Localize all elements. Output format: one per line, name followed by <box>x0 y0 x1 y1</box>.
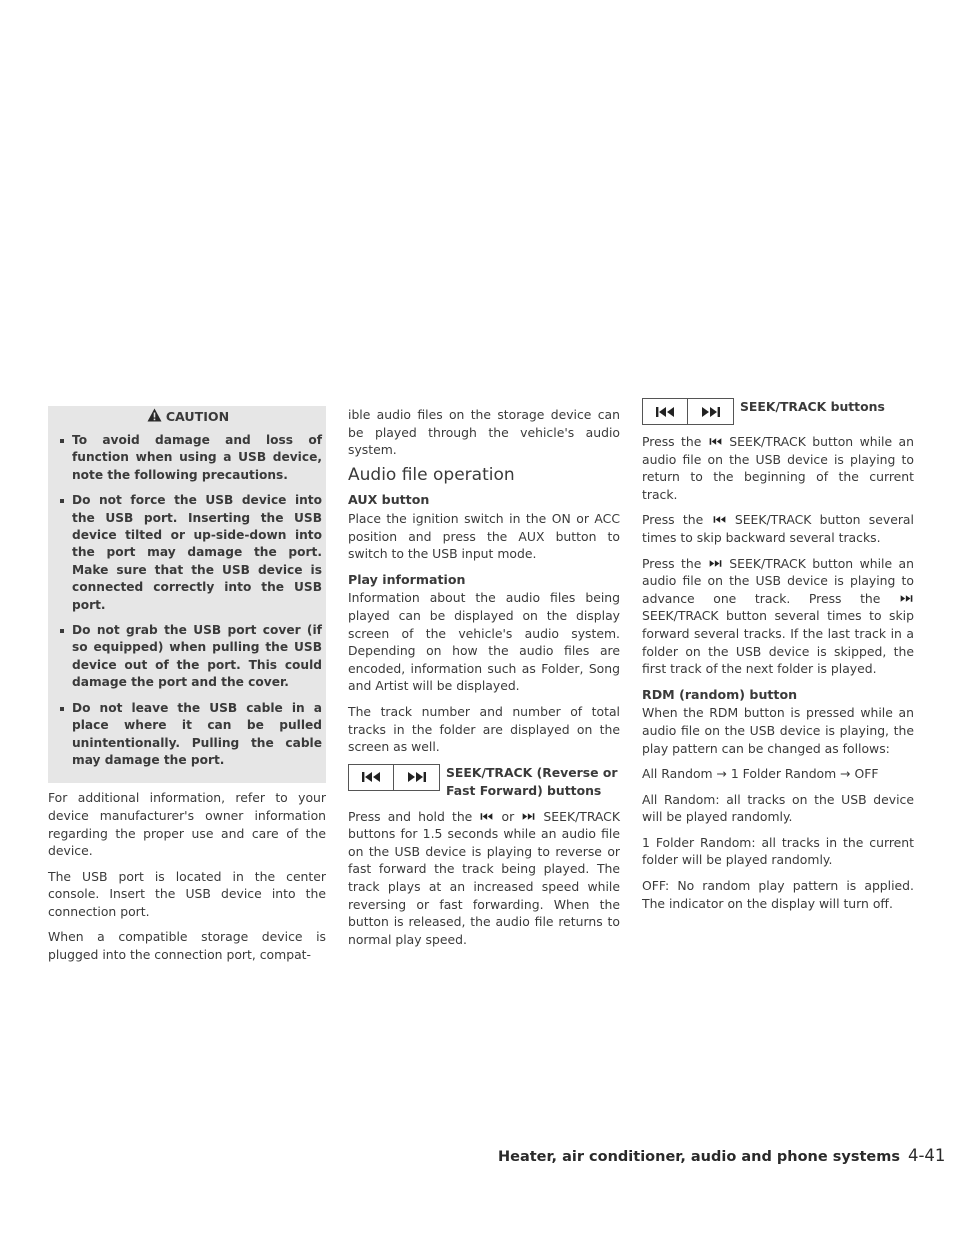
seek-button-pair <box>348 764 440 791</box>
seek-reverse-forward-row <box>348 764 620 800</box>
skip-previous-icon <box>361 771 381 783</box>
skip-next-icon <box>701 406 721 418</box>
page-footer <box>498 1146 945 1165</box>
skip-next-icon <box>522 812 535 821</box>
paragraph: 1 Folder Random: all tracks in the current folder will be played randomly. <box>642 834 914 868</box>
caution-header <box>54 406 322 428</box>
paragraph <box>642 555 914 678</box>
paragraph: OFF: No random play pattern is applied. The indicator on the display will turn off. <box>642 878 914 911</box>
column-middle <box>348 406 620 956</box>
seek-track-row <box>642 398 914 425</box>
paragraph: When the RDM button is pressed while an audio file on the USB device is playing, the play pattern can be changed as follows: <box>642 705 914 756</box>
seek-prev-button <box>348 764 394 791</box>
text-span: SEEK/TRACK buttons for 1.5 seconds while an audio file on the USB device is playing to reverse or fast forward the track being played. The track plays at an increased speed while reversing or fast forwarding. When the button is released, the audio file returns to normal play speed. <box>348 808 620 947</box>
paragraph: All Random: all tracks on the USB device will be played randomly. <box>642 791 914 825</box>
seek-reverse-forward-label: SEEK/TRACK (Reverse or Fast Forward) buttons <box>446 764 618 798</box>
skip-next-icon <box>407 771 427 783</box>
text-span: SEEK/TRACK button while an audio file on the USB device is playing to return to the beginning of the current track. <box>642 434 914 502</box>
text-span: Press and hold the <box>348 808 473 824</box>
play-info-title: Play information <box>348 571 466 587</box>
caution-box <box>48 406 326 783</box>
caution-list <box>54 428 322 769</box>
warning-triangle-icon <box>147 408 162 427</box>
seek-next-button <box>394 764 440 791</box>
paragraph: All Random → 1 Folder Random → OFF <box>642 766 879 782</box>
paragraph: For additional information, refer to your device manufacturer's owner information regarding the proper use and care of the device. <box>48 790 326 859</box>
paragraph: The USB port is located in the center console. Insert the USB device into the connection port. <box>48 868 326 919</box>
text-span: Press the <box>642 512 704 528</box>
section-title: Heater, air conditioner, audio and phone systems <box>498 1149 900 1165</box>
text-span: Press the <box>642 555 702 571</box>
column-right <box>642 399 914 920</box>
skip-next-icon <box>900 594 913 603</box>
skip-previous-icon <box>713 515 726 524</box>
seek-button-pair <box>642 398 734 425</box>
seek-next-button <box>688 398 734 425</box>
aux-button-title: AUX button <box>348 492 430 508</box>
paragraph <box>348 808 620 949</box>
paragraph: The track number and number of total tracks in the folder are displayed on the screen as well. <box>348 703 620 755</box>
caution-item: Do not grab the USB port cover (if so equipped) when pulling the USB device out of the port. This could damage the port and the cover. <box>54 622 322 692</box>
text-span: SEEK/TRACK button while an audio file on the USB device is playing to advance one track. Press the <box>642 555 914 606</box>
caution-item: To avoid damage and loss of function when using a USB device, note the following precautions. <box>54 432 322 484</box>
paragraph <box>642 511 914 546</box>
skip-next-icon <box>709 559 722 568</box>
paragraph: Place the ignition switch in the ON or ACC position and press the AUX button to switch to the USB input mode. <box>348 510 620 562</box>
paragraph: Information about the audio files being played can be displayed on the display screen of the vehicle's audio system. Depending on how the audio files are encoded, information such as Folder, Song and Artist will be displayed. <box>348 590 620 694</box>
text-span: SEEK/TRACK button several times to skip forward several tracks. If the last track in a folder on the USB device is skipped, the first track of the next folder is played. <box>642 608 914 677</box>
text-span: Press the <box>642 434 702 449</box>
skip-previous-icon <box>480 812 493 821</box>
text-span: SEEK/TRACK button several times to skip backward several tracks. <box>642 512 914 545</box>
caution-item: Do not leave the USB cable in a place where it can be pulled unintentionally. Pulling the cable may damage the port. <box>54 700 322 770</box>
seek-track-label: SEEK/TRACK buttons <box>740 399 885 414</box>
column-left <box>48 406 326 972</box>
skip-previous-icon <box>655 406 675 418</box>
text-span: or <box>501 808 515 824</box>
seek-prev-button <box>642 398 688 425</box>
paragraph <box>642 433 914 503</box>
caution-title: CAUTION <box>165 409 230 425</box>
section-heading: Audio file operation <box>348 464 515 485</box>
page-number: 4-41 <box>907 1146 946 1165</box>
caution-item: Do not force the USB device into the USB port. Inserting the USB device tilted or up-side-down into the port may damage the port. Make sure that the USB device is connected correctly into the USB port. <box>54 492 322 614</box>
paragraph: When a compatible storage device is plugged into the connection port, compat- <box>48 929 326 963</box>
skip-previous-icon <box>709 437 722 446</box>
paragraph: ible audio files on the storage device can be played through the vehicle's audio system. <box>348 407 620 458</box>
rdm-button-title: RDM (random) button <box>642 686 798 702</box>
